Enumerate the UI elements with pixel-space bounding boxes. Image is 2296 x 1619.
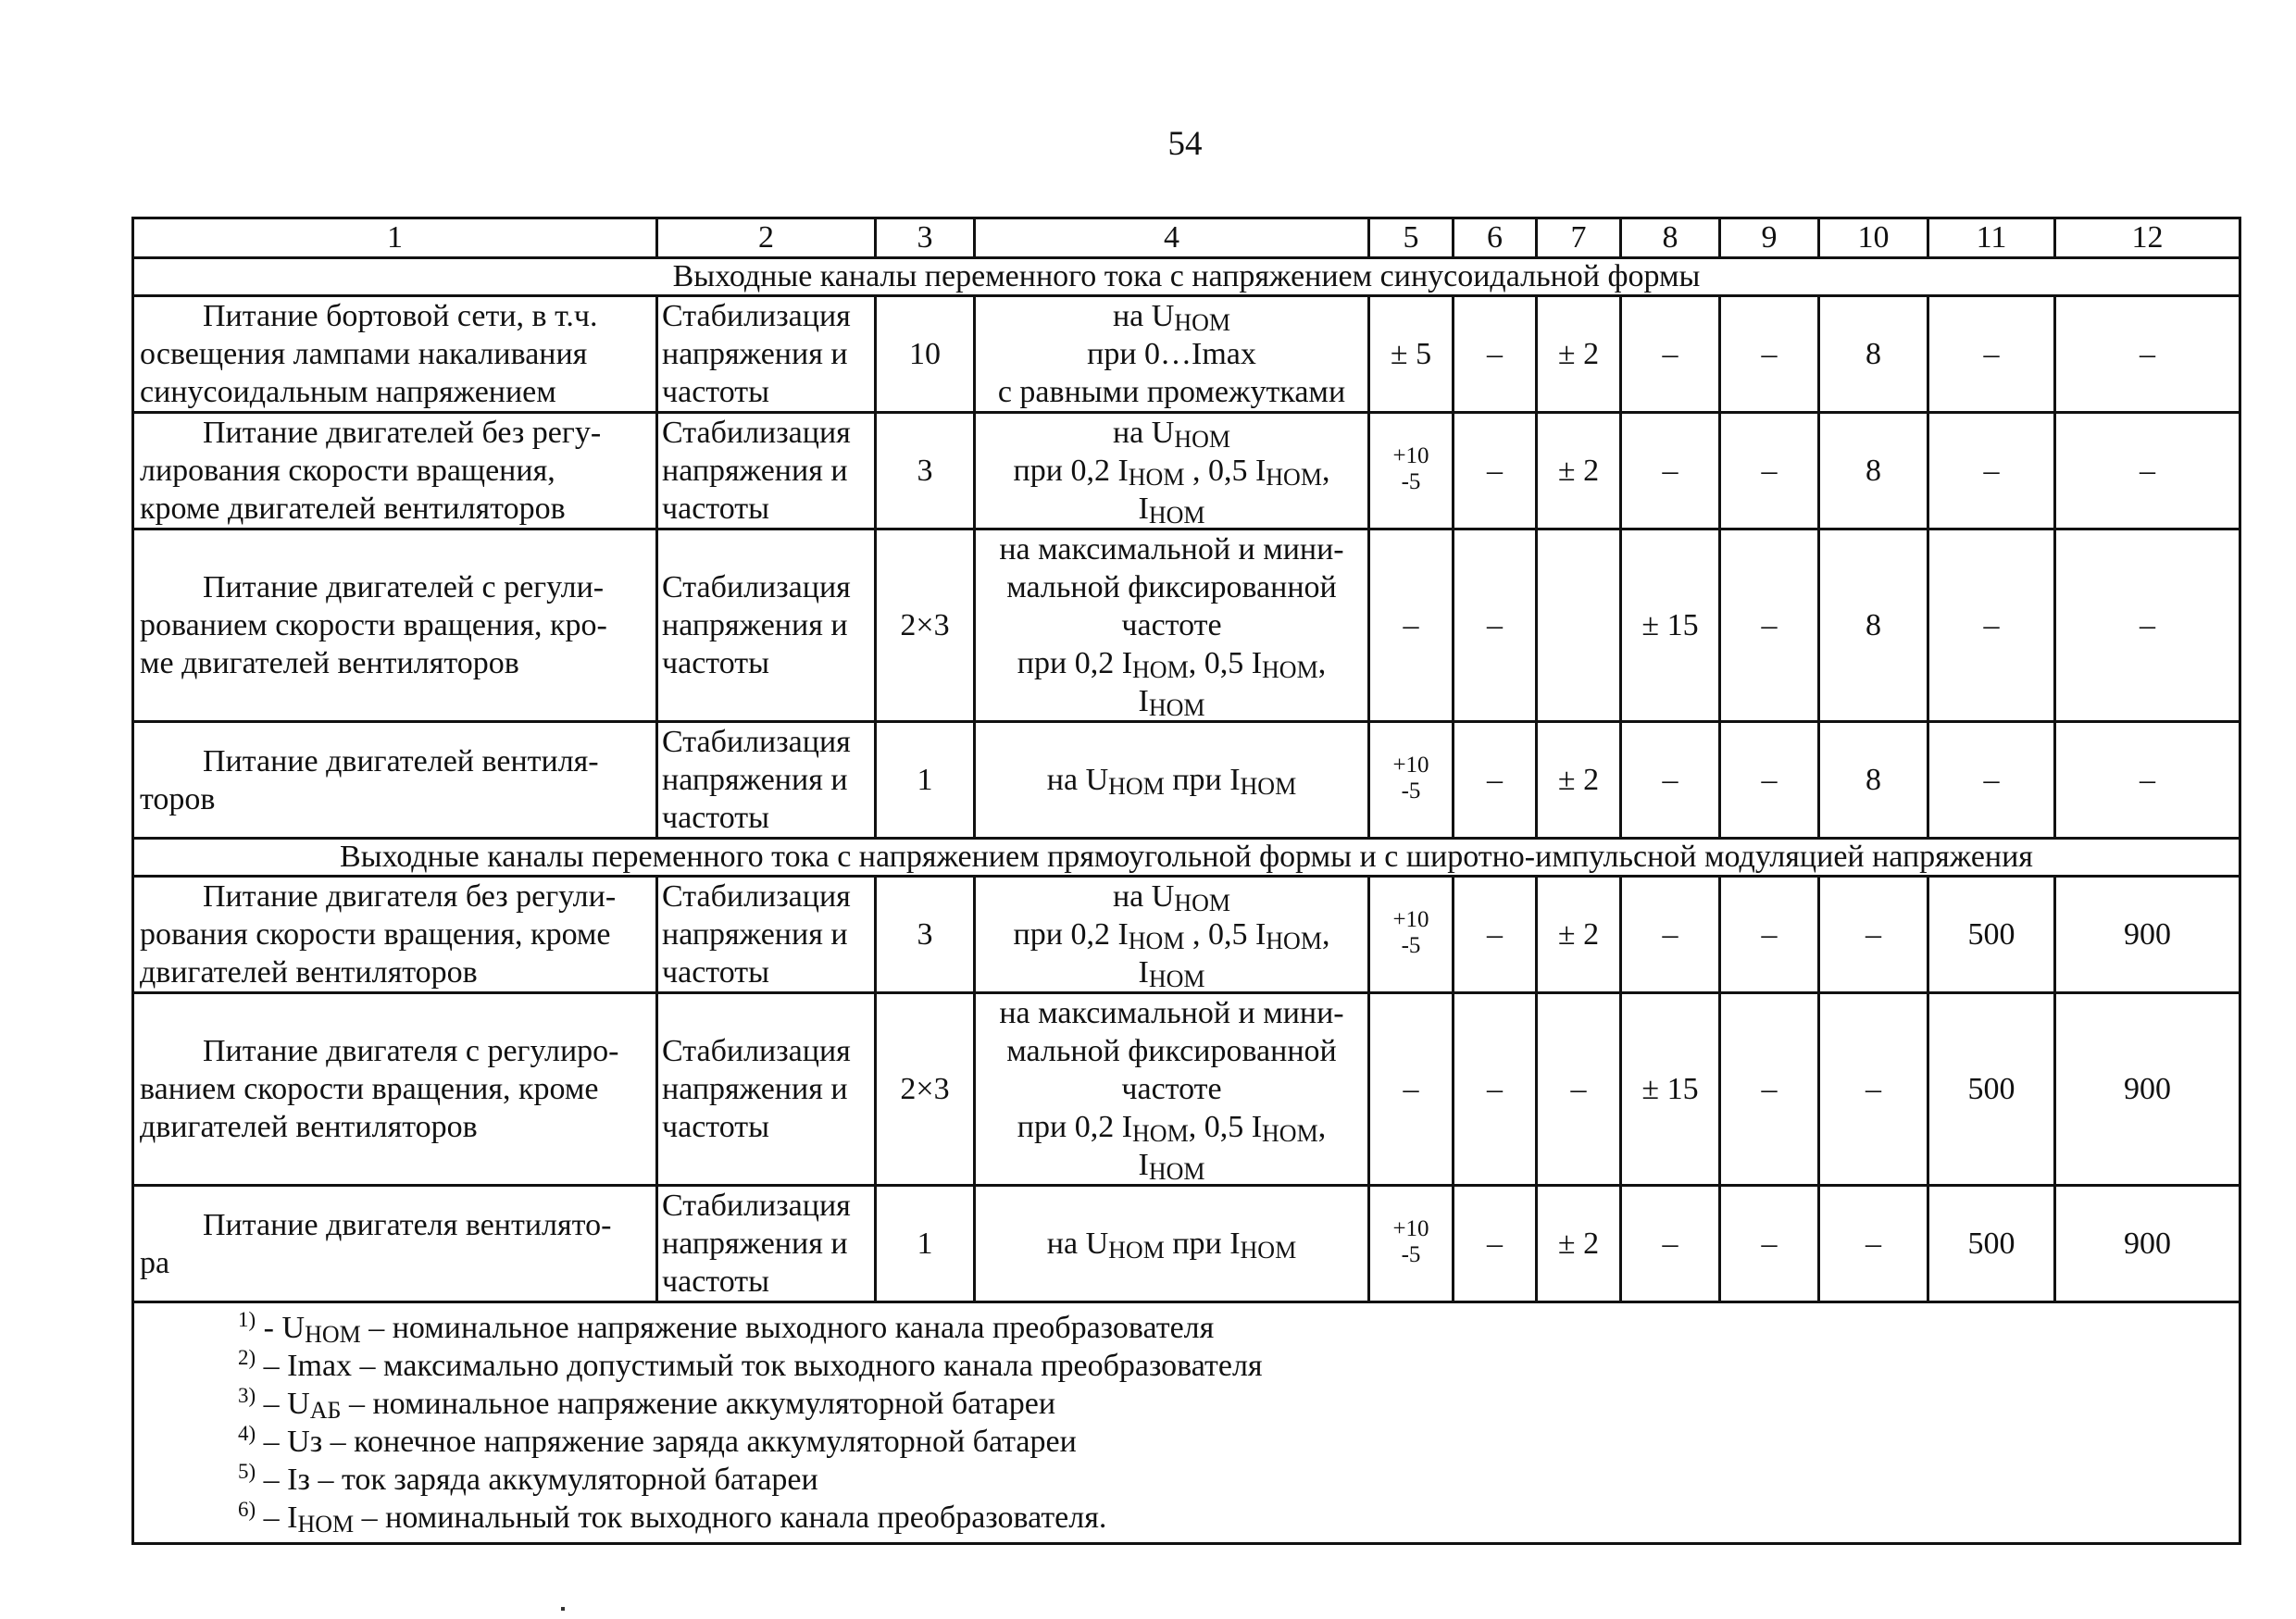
subscript-text: НОМ	[1240, 773, 1297, 800]
column-11-cell: –	[1928, 722, 2055, 839]
footnote-symbol: – Uз	[256, 1425, 323, 1459]
row-mode-line	[980, 373, 1364, 411]
row-mode-line	[980, 1032, 1364, 1070]
column-number-5: 5	[1369, 218, 1454, 258]
column-12-cell: 900	[2055, 1186, 2240, 1302]
column-5-cell	[1369, 1186, 1454, 1302]
row-mode-cell	[975, 1186, 1369, 1302]
column-number-row	[133, 218, 2240, 258]
subscript-text: НОМ	[1132, 656, 1189, 683]
row-function-line: частоты	[662, 955, 769, 990]
mode-text: I	[1138, 684, 1149, 718]
tolerance-line: +10	[1392, 907, 1429, 932]
column-10-cell: 8	[1819, 413, 1928, 529]
row-function-line: частоты	[662, 801, 769, 835]
footnote-text: – ток заряда аккумуляторной батареи	[309, 1463, 818, 1497]
footnote-mark: 3)	[238, 1384, 256, 1407]
column-5-cell: –	[1369, 529, 1454, 722]
table-row	[133, 296, 2240, 413]
row-function-line: частоты	[662, 492, 769, 526]
column-8-cell: ± 15	[1621, 993, 1720, 1186]
footnote-text: – номинальное напряжение аккумуляторной батареи	[341, 1387, 1056, 1421]
column-8-cell: –	[1621, 413, 1720, 529]
column-number-11: 11	[1928, 218, 2055, 258]
table-row	[133, 722, 2240, 839]
tolerance-value	[1392, 443, 1429, 495]
row-function-line: напряжения и	[662, 1227, 848, 1261]
subscript-text: НОМ	[1108, 1237, 1165, 1264]
column-9-cell: –	[1720, 413, 1819, 529]
footnote-symbol: – Imax	[256, 1349, 353, 1383]
subscript-text: НОМ	[1148, 694, 1205, 721]
footnote-mark: 6)	[238, 1498, 256, 1521]
tolerance-line: +10	[1392, 443, 1429, 468]
column-12-cell: –	[2055, 722, 2240, 839]
mode-text: на U	[1046, 1227, 1109, 1261]
column-6-cell: –	[1454, 877, 1537, 993]
subscript-text: НОМ	[1132, 1120, 1189, 1147]
subscript-text: НОМ	[1148, 502, 1205, 529]
row-name-line: торов	[140, 781, 216, 816]
row-name-cell	[133, 529, 657, 722]
row-mode-line	[980, 915, 1364, 953]
row-mode-line	[980, 682, 1364, 720]
row-function-line: напряжения и	[662, 337, 848, 371]
row-name-cell	[133, 1186, 657, 1302]
footnote-mark: 4)	[238, 1422, 256, 1445]
tolerance-line: +10	[1392, 1216, 1429, 1241]
column-number-2: 2	[657, 218, 876, 258]
tolerance-value	[1392, 753, 1429, 804]
mode-text: мальной фиксированной	[1006, 1034, 1337, 1068]
row-name-line: рованием скорости вращения, кро-	[140, 608, 607, 642]
column-5-cell	[1369, 722, 1454, 839]
column-11-cell: –	[1928, 529, 2055, 722]
column-6-cell: –	[1454, 1186, 1537, 1302]
row-function-line: частоты	[662, 646, 769, 680]
row-function-cell	[657, 529, 876, 722]
subscript-text: НОМ	[1108, 773, 1165, 800]
mode-text: , 0,5 I	[1188, 646, 1263, 680]
section-header-row	[133, 839, 2240, 877]
row-name-line: Питание двигателей с регули-	[203, 570, 605, 604]
row-mode-line	[980, 878, 1364, 915]
column-9-cell: –	[1720, 722, 1819, 839]
column-5-cell	[1369, 877, 1454, 993]
row-name-line: Питание двигателя с регулиро-	[203, 1034, 619, 1068]
row-function-cell	[657, 413, 876, 529]
mode-text: частоте	[1121, 608, 1222, 642]
row-name-line: ме двигателей вентиляторов	[140, 646, 519, 680]
row-name-line: ванием скорости вращения, кроме	[140, 1072, 599, 1106]
column-8-cell: –	[1621, 296, 1720, 413]
tolerance-line: -5	[1401, 778, 1421, 803]
subscript-text: НОМ	[1174, 890, 1230, 916]
row-mode-line	[980, 994, 1364, 1032]
column-12-cell: –	[2055, 529, 2240, 722]
column-number-4: 4	[975, 218, 1369, 258]
row-function-line: Стабилизация	[662, 1189, 851, 1223]
column-number-8: 8	[1621, 218, 1720, 258]
footnote-symbol: - U	[256, 1311, 306, 1345]
mode-text: при 0…Imax	[1087, 337, 1256, 371]
footnote-line	[238, 1423, 2239, 1461]
column-10-cell: 8	[1819, 529, 1928, 722]
mode-text: при 0,2 I	[1013, 454, 1129, 488]
section-header-row	[133, 258, 2240, 296]
row-mode-cell	[975, 529, 1369, 722]
row-count-cell: 2×3	[876, 529, 975, 722]
row-function-line: частоты	[662, 375, 769, 409]
column-9-cell: –	[1720, 296, 1819, 413]
row-mode-line	[980, 606, 1364, 644]
column-5-cell: –	[1369, 993, 1454, 1186]
tolerance-line: -5	[1401, 933, 1421, 958]
mode-text: с равными промежутками	[997, 375, 1346, 409]
footnote-line	[238, 1461, 2239, 1499]
row-mode-line	[980, 297, 1364, 335]
subscript-text: НОМ	[1128, 928, 1185, 954]
table-body	[133, 218, 2240, 1544]
row-mode-line	[980, 1070, 1364, 1108]
mode-text: на U	[1046, 763, 1109, 797]
footnote-mark: 5)	[238, 1460, 256, 1483]
tolerance-line: -5	[1401, 469, 1421, 494]
column-10-cell: –	[1819, 1186, 1928, 1302]
row-name-line: ра	[140, 1245, 170, 1280]
row-name-line: двигателей вентиляторов	[140, 955, 478, 990]
column-9-cell: –	[1720, 877, 1819, 993]
column-11-cell: –	[1928, 296, 2055, 413]
row-name-line: Питание двигателей без регу-	[203, 416, 602, 450]
row-count-cell: 1	[876, 1186, 975, 1302]
row-name-line: Питание двигателей вентиля-	[203, 743, 599, 778]
mode-text: на максимальной и мини-	[999, 532, 1344, 567]
column-7-cell: –	[1537, 993, 1621, 1186]
table-row	[133, 1186, 2240, 1302]
column-8-cell: –	[1621, 877, 1720, 993]
row-name-line: синусоидальным напряжением	[140, 375, 556, 409]
column-6-cell: –	[1454, 722, 1537, 839]
subscript-text: НОМ	[1262, 1120, 1318, 1147]
column-6-cell: –	[1454, 413, 1537, 529]
row-function-line: частоты	[662, 1110, 769, 1144]
mode-text: ,	[1321, 454, 1330, 488]
footnotes-cell	[133, 1302, 2240, 1544]
row-name-cell	[133, 993, 657, 1186]
column-12-cell: –	[2055, 296, 2240, 413]
row-name-cell	[133, 722, 657, 839]
footnote-line	[238, 1347, 2239, 1385]
row-mode-line	[980, 1146, 1364, 1184]
row-function-line: Стабилизация	[662, 570, 851, 604]
subscript-text: НОМ	[1128, 464, 1185, 491]
row-mode-line	[980, 490, 1364, 528]
subscript-text: НОМ	[1266, 928, 1322, 954]
tolerance-value	[1392, 907, 1429, 959]
row-function-line: Стабилизация	[662, 879, 851, 914]
mode-text: при 0,2 I	[1017, 1110, 1133, 1144]
mode-text: ,	[1321, 917, 1330, 952]
row-name-line: освещения лампами накаливания	[140, 337, 588, 371]
subscript-text: НОМ	[1148, 1158, 1205, 1185]
row-mode-line	[980, 1108, 1364, 1146]
mode-text: на U	[1112, 416, 1175, 450]
column-9-cell: –	[1720, 993, 1819, 1186]
section-title: Выходные каналы переменного тока с напряжением прямоугольной формы и с широтно-импульсной модуляцией напряжения	[133, 839, 2240, 877]
row-function-line: Стабилизация	[662, 1034, 851, 1068]
column-12-cell: 900	[2055, 993, 2240, 1186]
row-name-line: кроме двигателей вентиляторов	[140, 492, 566, 526]
subscript-text: НОМ	[1240, 1237, 1297, 1264]
row-function-cell	[657, 877, 876, 993]
column-11-cell: –	[1928, 413, 2055, 529]
row-count-cell: 3	[876, 877, 975, 993]
row-function-line: напряжения и	[662, 608, 848, 642]
row-name-cell	[133, 296, 657, 413]
mode-text: при I	[1164, 1227, 1241, 1261]
tolerance-line: -5	[1401, 1242, 1421, 1267]
row-function-line: Стабилизация	[662, 725, 851, 759]
column-7-cell: ± 2	[1537, 413, 1621, 529]
column-9-cell: –	[1720, 529, 1819, 722]
column-8-cell: –	[1621, 1186, 1720, 1302]
column-7-cell	[1537, 529, 1621, 722]
row-mode-line	[980, 452, 1364, 490]
column-6-cell: –	[1454, 993, 1537, 1186]
mode-text: ,	[1317, 646, 1327, 680]
subscript-text: НОМ	[1266, 464, 1322, 491]
mode-text: на максимальной и мини-	[999, 996, 1344, 1030]
row-name-line: рования скорости вращения, кроме	[140, 917, 611, 952]
column-9-cell: –	[1720, 1186, 1819, 1302]
footnote-mark: 1)	[238, 1308, 256, 1331]
column-7-cell: ± 2	[1537, 296, 1621, 413]
row-mode-line	[980, 414, 1364, 452]
mode-text: частоте	[1121, 1072, 1222, 1106]
row-name-line: Питание двигателя без регули-	[203, 879, 617, 914]
footnote-text: – номинальный ток выходного канала преобразователя.	[354, 1501, 1107, 1535]
footnote-text: – максимально допустимый ток выходного канала преобразователя	[352, 1349, 1263, 1383]
stray-dot	[561, 1607, 565, 1611]
row-count-cell: 1	[876, 722, 975, 839]
column-8-cell: –	[1621, 722, 1720, 839]
row-count-cell: 3	[876, 413, 975, 529]
table-row	[133, 529, 2240, 722]
mode-text: при 0,2 I	[1017, 646, 1133, 680]
column-8-cell: ± 15	[1621, 529, 1720, 722]
table-row	[133, 413, 2240, 529]
mode-text: на U	[1112, 879, 1175, 914]
row-mode-line	[980, 761, 1364, 799]
row-mode-line	[980, 335, 1364, 373]
row-mode-cell	[975, 413, 1369, 529]
column-12-cell: –	[2055, 413, 2240, 529]
mode-text: ,	[1317, 1110, 1327, 1144]
row-function-line: Стабилизация	[662, 299, 851, 333]
mode-text: при 0,2 I	[1013, 917, 1129, 952]
subscript-text: НОМ	[1174, 309, 1230, 336]
column-5-cell	[1369, 413, 1454, 529]
row-function-cell	[657, 993, 876, 1186]
page-number: 54	[1167, 125, 1203, 163]
footnote-text: – номинальное напряжение выходного канала преобразователя	[360, 1311, 1215, 1345]
row-mode-cell	[975, 993, 1369, 1186]
column-number-12: 12	[2055, 218, 2240, 258]
row-name-cell	[133, 877, 657, 993]
footnote-subscript: НОМ	[305, 1321, 361, 1348]
specification-table	[131, 217, 2241, 1545]
row-function-line: частоты	[662, 1264, 769, 1299]
table-row	[133, 993, 2240, 1186]
row-mode-line	[980, 953, 1364, 991]
column-11-cell: 500	[1928, 877, 2055, 993]
column-11-cell: 500	[1928, 993, 2055, 1186]
footnotes-row	[133, 1302, 2240, 1544]
column-7-cell: ± 2	[1537, 877, 1621, 993]
column-10-cell: 8	[1819, 296, 1928, 413]
footnote-subscript: НОМ	[297, 1511, 355, 1538]
subscript-text: НОМ	[1148, 965, 1205, 992]
row-function-line: Стабилизация	[662, 416, 851, 450]
row-mode-line	[980, 530, 1364, 568]
mode-text: мальной фиксированной	[1006, 570, 1337, 604]
row-name-line: Питание двигателя вентилято-	[203, 1207, 612, 1242]
column-6-cell: –	[1454, 296, 1537, 413]
mode-text: на U	[1112, 299, 1175, 333]
row-function-line: напряжения и	[662, 454, 848, 488]
column-number-6: 6	[1454, 218, 1537, 258]
column-7-cell: ± 2	[1537, 722, 1621, 839]
row-mode-line	[980, 568, 1364, 606]
row-mode-cell	[975, 722, 1369, 839]
row-name-line: Питание бортовой сети, в т.ч.	[203, 299, 598, 333]
tolerance-value	[1392, 1216, 1429, 1268]
mode-text: I	[1138, 492, 1149, 526]
row-name-line: двигателей вентиляторов	[140, 1110, 478, 1144]
column-6-cell: –	[1454, 529, 1537, 722]
row-function-cell	[657, 1186, 876, 1302]
column-7-cell: ± 2	[1537, 1186, 1621, 1302]
row-mode-line	[980, 644, 1364, 682]
column-10-cell: –	[1819, 877, 1928, 993]
table-row	[133, 877, 2240, 993]
column-11-cell: 500	[1928, 1186, 2055, 1302]
footnote-subscript: АБ	[309, 1397, 342, 1424]
column-number-10: 10	[1819, 218, 1928, 258]
footnote-symbol: – Iз	[256, 1463, 310, 1497]
footnote-text: – конечное напряжение заряда аккумуляторной батареи	[322, 1425, 1077, 1459]
row-count-cell: 2×3	[876, 993, 975, 1186]
row-function-cell	[657, 296, 876, 413]
subscript-text: НОМ	[1174, 426, 1230, 453]
footnote-mark: 2)	[238, 1346, 256, 1369]
row-function-cell	[657, 722, 876, 839]
column-12-cell: 900	[2055, 877, 2240, 993]
column-10-cell: 8	[1819, 722, 1928, 839]
column-number-3: 3	[876, 218, 975, 258]
tolerance-line: +10	[1392, 753, 1429, 778]
mode-text: , 0,5 I	[1184, 917, 1267, 952]
mode-text: , 0,5 I	[1188, 1110, 1263, 1144]
row-count-cell: 10	[876, 296, 975, 413]
mode-text: при I	[1164, 763, 1241, 797]
column-number-7: 7	[1537, 218, 1621, 258]
row-mode-line	[980, 1225, 1364, 1263]
column-10-cell: –	[1819, 993, 1928, 1186]
column-number-9: 9	[1720, 218, 1819, 258]
footnote-line	[238, 1309, 2239, 1347]
section-title: Выходные каналы переменного тока с напряжением синусоидальной формы	[133, 258, 2240, 296]
mode-text: I	[1138, 1148, 1149, 1182]
row-name-cell	[133, 413, 657, 529]
column-number-1: 1	[133, 218, 657, 258]
subscript-text: НОМ	[1262, 656, 1318, 683]
row-function-line: напряжения и	[662, 1072, 848, 1106]
footnote-symbol: – I	[256, 1501, 298, 1535]
row-name-line: лирования скорости вращения,	[140, 454, 555, 488]
row-function-line: напряжения и	[662, 763, 848, 797]
footnote-symbol: – U	[256, 1387, 310, 1421]
footnote-line	[238, 1385, 2239, 1423]
row-mode-cell	[975, 296, 1369, 413]
mode-text: , 0,5 I	[1184, 454, 1267, 488]
row-function-line: напряжения и	[662, 917, 848, 952]
row-mode-cell	[975, 877, 1369, 993]
footnote-line	[238, 1499, 2239, 1537]
column-5-cell: ± 5	[1369, 296, 1454, 413]
mode-text: I	[1138, 955, 1149, 990]
